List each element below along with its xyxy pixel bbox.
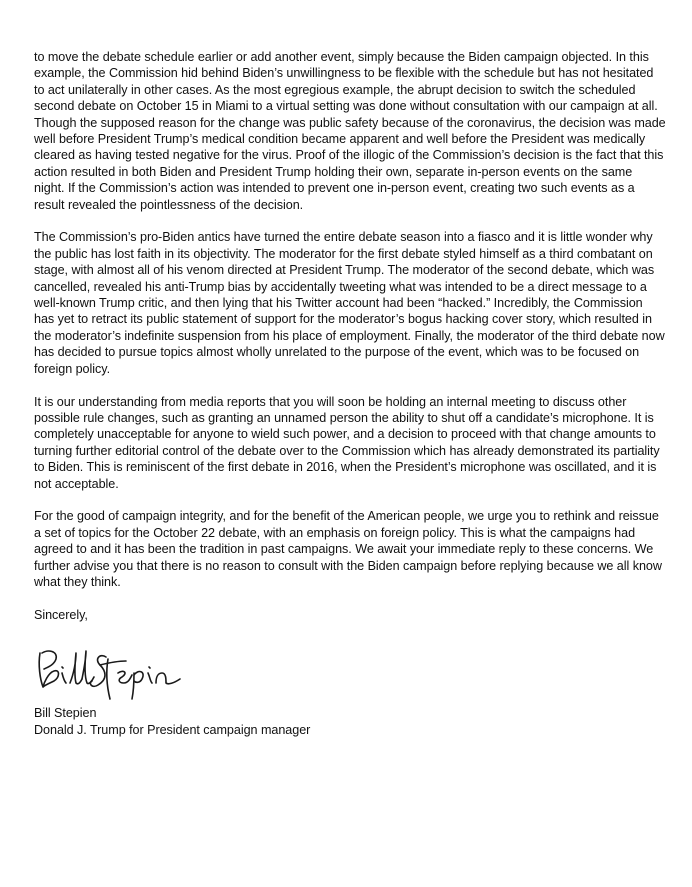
letter-body [34, 49, 666, 738]
signer-block [34, 705, 666, 738]
paragraph-debate-schedule: to move the debate schedule earlier or add another event, simply because the Biden campaign objected. In this example, the Commission hid behind Biden’s unwillingness to be flexible with the schedule but has not hesitated to act unilaterally in other cases. As the most egregious example, the abrupt decision to switch the scheduled second debate on October 15 in Miami to a virtual setting was done without consultation with our campaign at all. Though the supposed reason for the change was public safety because of the coronavirus, the decision was made well before President Trump’s medical condition became apparent and well before the President was medically cleared as having tested negative for the virus. Proof of the illogic of the Commission’s decision is the fact that this action resulted in both Biden and President Trump holding their own, separate in-person events on the same night. If the Commission’s action was intended to prevent one in-person event, creating two such events as a result revealed the pointlessness of the decision. [34, 50, 666, 212]
paragraph-request: For the good of campaign integrity, and for the benefit of the American people, we urge you to rethink and reissue a set of topics for the October 22 debate, with an emphasis on foreign policy. This is what the campaigns had agreed to and it has been the tradition in past campaigns. We await your immediate reply to these concerns. We further advise you that there is no reason to consult with the Biden campaign before replying because we all know what they think. [34, 509, 662, 589]
closing-salutation: Sincerely, [34, 607, 88, 622]
signer-name: Bill Stepien [34, 706, 97, 721]
signer-title: Donald J. Trump for President campaign manager [34, 722, 311, 737]
handwritten-signature [34, 643, 194, 701]
paragraph-microphone: It is our understanding from media reports that you will soon be holding an internal meeting to discuss other possible rule changes, such as granting an unnamed person the ability to shut off a candidate’s microphone. It is completely unacceptable for anyone to wield such power, and a decision to proceed with that change amounts to turning further editorial control of the debate over to the Commission which has already demonstrated its partiality to Biden. This is reminiscent of the first debate in 2016, when the President’s microphone was oscillated, and it is not acceptable. [34, 394, 660, 491]
paragraph-moderators: The Commission’s pro-Biden antics have turned the entire debate season into a fiasco and it is little wonder why the public has lost faith in its objectivity. The moderator for the first debate styled himself as a third combatant on stage, with almost all of his venom directed at President Trump. The moderator of the second debate, which was cancelled, revealed his anti-Trump bias by accidentally tweeting what was intended to be a direct message to a well-known Trump critic, and then lying that his Twitter account had been “hacked.” Incredibly, the Commission has yet to retract its public statement of support for the moderator’s bogus hacking cover story, which resulted in the moderator’s indefinite suspension from his place of employment. Finally, the moderator of the third debate now has decided to pursue topics almost wholly unrelated to the purpose of the event, which was to be focused on foreign policy. [34, 230, 665, 376]
